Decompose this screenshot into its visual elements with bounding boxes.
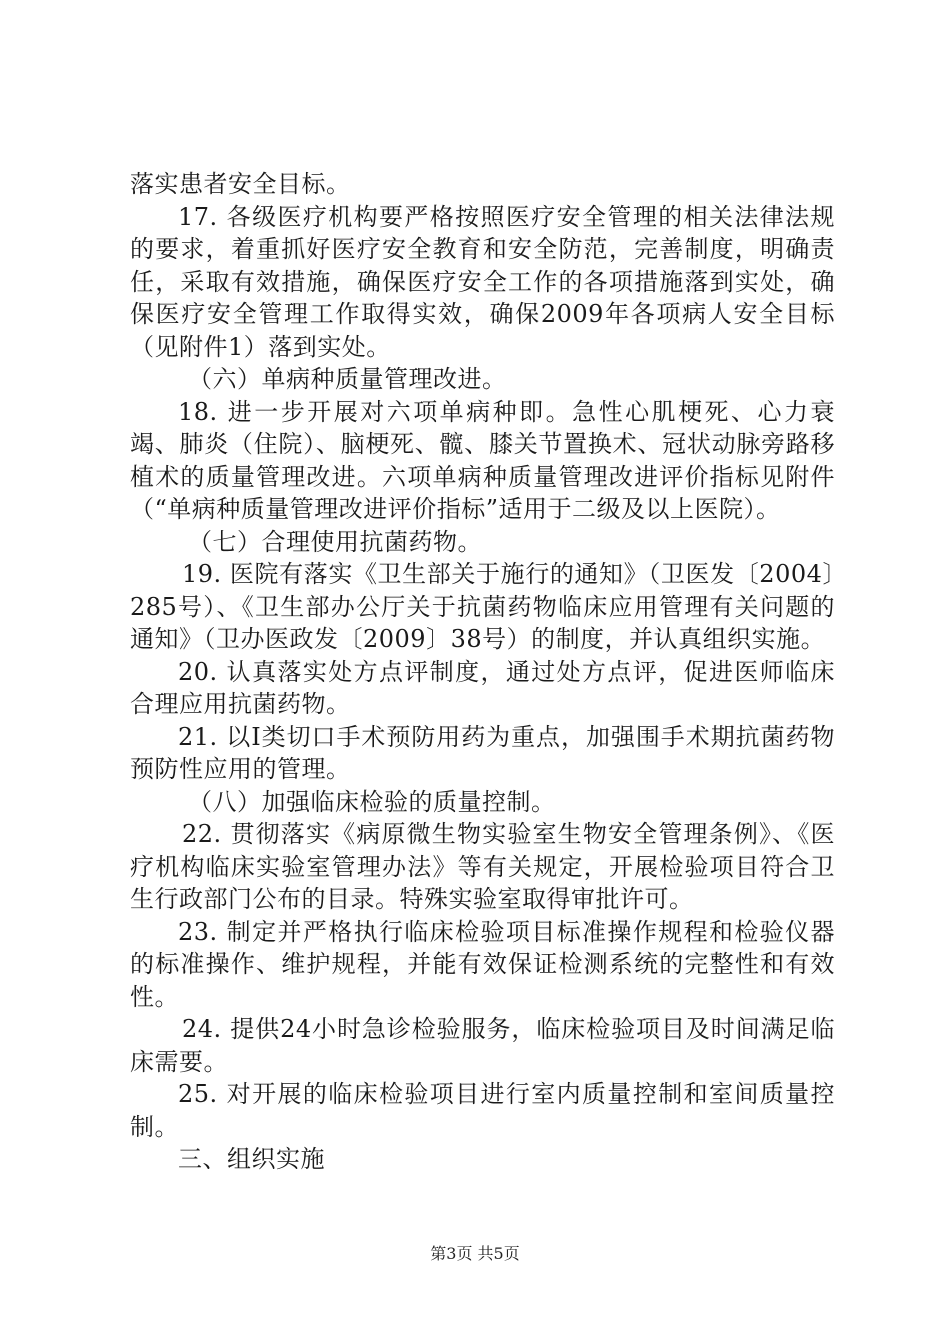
paragraph-17: 17. 各级医疗机构要严格按照医疗安全管理的相关法律法规的要求，着重抓好医疗安全教育和安全防范，完善制度，明确责任，采取有效措施，确保医疗安全工作的各项措施落到实处，确保医疗安全管理工作取得实效，确保2009年各项病人安全目标（见附件1）落到实处。: [130, 202, 835, 361]
section-heading-7: （七）合理使用抗菌药物。: [188, 527, 482, 556]
paragraph-20: 20. 认真落实处方点评制度，通过处方点评，促进医师临床合理应用抗菌药物。: [130, 657, 835, 718]
document-body: [130, 168, 835, 1176]
paragraph-21: 21. 以Ⅰ类切口手术预防用药为重点，加强围手术期抗菌药物预防性应用的管理。: [130, 722, 835, 783]
paragraph-18: 18. 进一步开展对六项单病种即。急性心肌梗死、心力衰竭、肺炎（住院）、脑梗死、髋、膝关节置换术、冠状动脉旁路移植术的质量管理改进。六项单病种质量管理改进评价指标见附件（“单病种质量管理改进评价指标”适用于二级及以上医院）。: [130, 397, 835, 523]
paragraph-19: 19. 医院有落实《卫生部关于施行的通知》（卫医发〔2004〕285号）、《卫生部办公厅关于抗菌药物临床应用管理有关问题的通知》（卫办医政发〔2009〕38号）的制度，并认真组织实施。: [130, 560, 835, 653]
paragraph-23: 23. 制定并严格执行临床检验项目标准操作规程和检验仪器的标准操作、维护规程，并能有效保证检测系统的完整性和有效性。: [130, 917, 835, 1011]
section-heading-6: （六）单病种质量管理改进。: [188, 365, 507, 393]
section-heading-3: 三、组织实施: [178, 1145, 325, 1173]
section-heading-8: （八）加强临床检验的质量控制。: [188, 787, 556, 816]
paragraph-22: 22. 贯彻落实《病原微生物实验室生物安全管理条例》、《医疗机构临床实验室管理办法》等有关规定，开展检验项目符合卫生行政部门公布的目录。特殊实验室取得审批许可。: [130, 820, 835, 913]
paragraph-25: 25. 对开展的临床检验项目进行室内质量控制和室间质量控制。: [130, 1080, 835, 1141]
paragraph-24: 24. 提供24小时急诊检验服务，临床检验项目及时间满足临床需要。: [130, 1015, 835, 1076]
page-number-footer: 第3页 共5页: [430, 1244, 520, 1263]
paragraph-lead: 落实患者安全目标。: [130, 170, 351, 198]
